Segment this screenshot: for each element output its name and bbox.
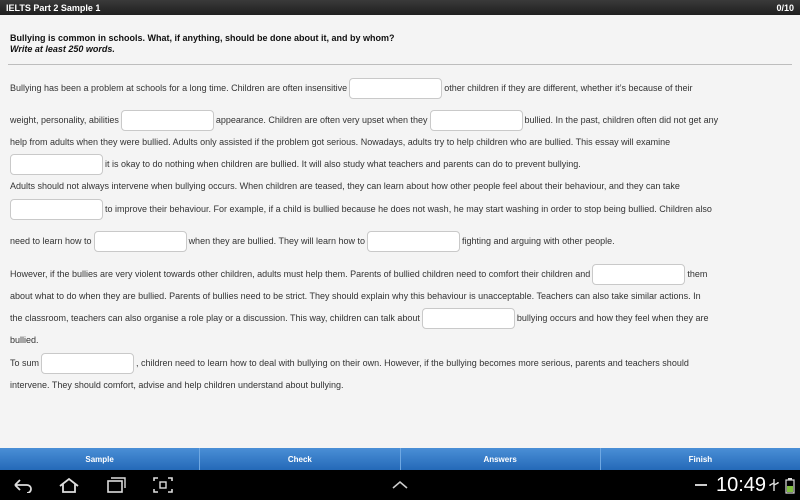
answer-gap-10[interactable] — [41, 353, 134, 374]
passage-text: other children if they are different, whether it’s because of their — [444, 83, 693, 93]
passage-text: when they are bullied. They will learn how to — [188, 236, 365, 246]
progress-counter: 0/10 — [776, 2, 794, 13]
passage-text: the classroom, teachers can also organise a role play or a discussion. This way, children can talk about — [10, 313, 420, 323]
answer-gap-1[interactable] — [349, 78, 442, 99]
passage-line — [10, 231, 615, 251]
tab-finish[interactable]: Finish — [688, 454, 713, 464]
question-instruction: Write at least 250 words. — [10, 44, 115, 54]
usb-icon — [768, 478, 780, 492]
answer-gap-4[interactable] — [10, 154, 103, 175]
passage-line — [10, 353, 689, 373]
recent-apps-icon[interactable] — [105, 476, 127, 494]
passage-text: Adults should not always intervene when bullying occurs. When children are teased, they can learn about how other people feel about their behaviour, and they can take — [10, 181, 680, 191]
passage-text: intervene. They should comfort, advise and help children understand about bullying. — [10, 380, 344, 390]
system-nav-bar — [0, 470, 800, 500]
app-title: IELTS Part 2 Sample 1 — [6, 2, 101, 13]
passage-text: Bullying has been a problem at schools for a long time. Children are often insensitive — [10, 83, 348, 93]
tab-check[interactable]: Check — [200, 448, 400, 470]
answer-gap-9[interactable] — [422, 308, 515, 329]
passage-line — [10, 308, 709, 328]
title-bar — [0, 0, 800, 15]
passage-line — [10, 78, 693, 98]
passage-text: to improve their behaviour. For example, if a child is bullied because he does not wash, he may start washing in order to stop being bullied. Children also — [105, 204, 712, 214]
passage-line — [10, 199, 712, 219]
back-icon[interactable] — [12, 476, 34, 494]
passage-text: about what to do when they are bullied. Parents of bullies need to be strict. They should explain why this behaviour is unacceptable. Teachers can also take similar actions. In — [10, 291, 701, 301]
passage-line — [10, 264, 707, 284]
passage-line — [10, 375, 344, 395]
question-block — [10, 33, 395, 54]
answer-gap-8[interactable] — [592, 264, 685, 285]
passage-text: help from adults when they were bullied. Adults only assisted if the problem got serious. Nowadays, adults try to help children who are bullied. This essay will examine — [10, 137, 671, 147]
answer-gap-2[interactable] — [121, 110, 214, 131]
answer-gap-5[interactable] — [10, 199, 103, 220]
tab-sample[interactable]: Sample — [0, 448, 200, 470]
passage-text: appearance. Children are often very upset when they — [215, 115, 428, 125]
chevron-up-icon[interactable] — [389, 476, 411, 494]
passage-line — [10, 330, 39, 350]
bottom-tab-bar — [0, 448, 800, 470]
passage-text: To sum — [10, 358, 40, 368]
answer-gap-7[interactable] — [367, 231, 460, 252]
passage-line — [10, 110, 718, 130]
passage-line — [10, 286, 701, 306]
passage-text: bullied. — [10, 335, 39, 345]
status-clock: 10:49 — [716, 474, 767, 496]
passage-line — [10, 154, 581, 174]
dash-icon — [694, 476, 708, 494]
divider — [8, 64, 792, 65]
passage-text: weight, personality, abilities — [10, 115, 119, 125]
passage-line — [10, 176, 680, 196]
passage-text: bullied. In the past, children often did not get any — [524, 115, 719, 125]
answer-gap-6[interactable] — [94, 231, 187, 252]
passage-text: them — [687, 269, 708, 279]
screenshot-icon[interactable] — [152, 476, 174, 494]
passage-text: , children need to learn how to deal with bullying on their own. However, if the bullying becomes more serious, parents and teachers should — [136, 358, 689, 368]
question-text: Bullying is common in schools. What, if anything, should be done about it, and by whom? — [10, 33, 395, 43]
home-icon[interactable] — [58, 476, 80, 494]
tab-answers[interactable]: Answers — [401, 448, 601, 470]
passage-text: However, if the bullies are very violent towards other children, adults must help them. Parents of bullied children need to comfort their children and — [10, 269, 591, 279]
passage-text: bullying occurs and how they feel when they are — [516, 313, 709, 323]
passage-text: fighting and arguing with other people. — [462, 236, 615, 246]
passage-text: it is okay to do nothing when children are bullied. It will also study what teachers and parents can do to prevent bullying. — [105, 159, 581, 169]
battery-icon — [784, 478, 796, 492]
passage-text: need to learn how to — [10, 236, 92, 246]
passage-line — [10, 132, 670, 152]
answer-gap-3[interactable] — [430, 110, 523, 131]
